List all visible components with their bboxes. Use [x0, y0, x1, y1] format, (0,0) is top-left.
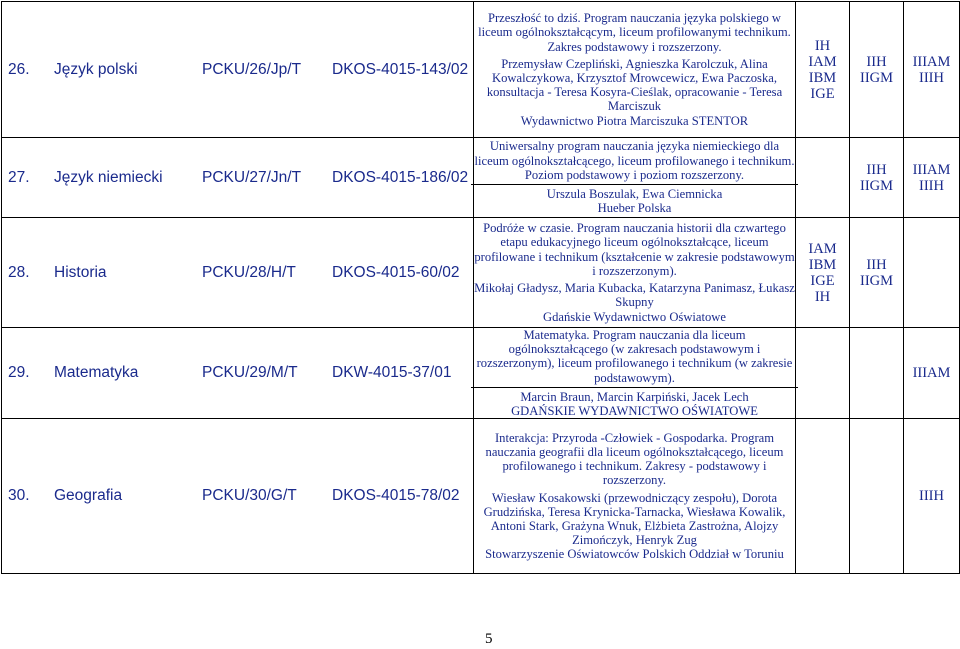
row-number: 30. [8, 487, 30, 505]
program-code: PCKU/27/Jn/T [202, 168, 302, 186]
row-number: 27. [8, 168, 30, 186]
program-publisher: Hueber Polska [597, 201, 672, 216]
description-cell [474, 138, 796, 218]
class-code: IIH [866, 53, 887, 70]
class-code: IIH [866, 256, 887, 273]
class-list-cell-3 [904, 218, 960, 328]
class-code: IIIAM [912, 161, 951, 178]
class-code: IIIAM [912, 53, 951, 70]
row-number: 26. [8, 60, 30, 78]
class-list-cell-3 [904, 328, 960, 419]
subject-name: Geografia [54, 487, 123, 505]
approval-number: DKOS-4015-60/02 [332, 263, 460, 281]
program-publisher: Stowarzyszenie Oświatowców Polskich Oddział w Toruniu [485, 547, 784, 562]
program-title: Interakcja: Przyroda -Człowiek - Gospodarka. Program nauczania geografii dla liceum ogólnokształcącego, liceum profilowanego i technikum. Zakresy - podstawowy i rozszerzony. [485, 430, 784, 488]
class-list-cell-1 [796, 138, 850, 218]
description-cell [474, 419, 796, 574]
page-number: 5 [485, 631, 493, 647]
class-list-cell-3 [904, 2, 960, 138]
program-title: Uniwersalny program nauczania języka niemieckiego dla liceum ogólnokształcącego, liceum profilowanego i technikum. Poziom podstawowy i poziom rozszerzony. [474, 139, 795, 182]
class-list-cell-1 [796, 218, 850, 328]
program-code: PCKU/26/Jp/T [202, 60, 302, 78]
program-authors: Mikołaj Gładysz, Maria Kubacka, Katarzyna Panimasz, Łukasz Skupny [474, 281, 795, 310]
program-publisher: Wydawnictwo Piotra Marciszuka STENTOR [520, 113, 749, 128]
class-code: IIIH [919, 177, 944, 194]
approval-number: DKOS-4015-186/02 [332, 168, 469, 186]
class-code: IIH [866, 161, 887, 178]
approval-number: DKOS-4015-143/02 [332, 60, 469, 78]
class-list-cell-2 [850, 419, 904, 574]
class-code: IBM [808, 69, 837, 86]
program-authors: Wiesław Kosakowski (przewodniczący zespołu), Dorota Grudzińska, Teresa Krynicka-Tarnacka, Wiesława Kowalik, Antoni Stark, Grażyna Wnuk, Elżbieta Zastrożna, Alojzy Zimończyk, Henryk Zug [483, 490, 786, 548]
class-list-cell-2 [850, 218, 904, 328]
curriculum-table [1, 1, 960, 574]
program-authors: Marcin Braun, Marcin Karpiński, Jacek Lech [471, 387, 798, 404]
class-list-cell-1 [796, 2, 850, 138]
program-title: Przeszłość to dziś. Program nauczania języka polskiego w liceum ogólnokształcącym, liceum profilowanymi technikum. Zakres podstawowy i rozszerzony. [478, 11, 791, 54]
approval-number: DKW-4015-37/01 [332, 364, 452, 382]
class-list-cell-1 [796, 328, 850, 419]
class-code: IIGM [859, 69, 894, 86]
subject-name: Historia [54, 263, 107, 281]
program-cell [2, 2, 474, 138]
program-title: Podróże w czasie. Program nauczania historii dla czwartego etapu edukacyjnego liceum ogólnokształcące, liceum profilowane i technikum (kształcenie w zakresie podstawowym i rozszerzonym). [474, 221, 795, 278]
program-title: Matematyka. Program nauczania dla liceum ogólnokształcącego (w zakresach podstawowym i rozszerzonym), liceum profilowanego i technikum (w zakresie podstawowym). [476, 328, 793, 385]
approval-number: DKOS-4015-78/02 [332, 487, 460, 505]
subject-name: Język polski [54, 60, 138, 78]
program-cell [2, 218, 474, 328]
program-cell [2, 419, 474, 574]
program-authors: Przemysław Czepliński, Agnieszka Karolczuk, Alina Kowalczykowa, Krzysztof Mrowcewicz, Ewa Paczoska, konsultacja - Teresa Kosyra-Cieślak, opracowanie - Teresa Marciszuk [486, 56, 783, 114]
class-code: IIGM [859, 177, 894, 194]
program-cell [2, 328, 474, 419]
description-cell [474, 218, 796, 328]
class-list-cell-3 [904, 138, 960, 218]
class-list-cell-1 [796, 419, 850, 574]
program-cell [2, 138, 474, 218]
class-code: IIGM [859, 272, 894, 289]
description-cell [474, 2, 796, 138]
table-row [2, 419, 960, 574]
class-code: IIIH [919, 488, 944, 505]
program-code: PCKU/29/M/T [202, 364, 298, 382]
class-list-cell-2 [850, 138, 904, 218]
class-list-cell-2 [850, 2, 904, 138]
class-code: IGE [810, 272, 835, 289]
table-row [2, 2, 960, 138]
row-number: 29. [8, 364, 30, 382]
table-row [2, 218, 960, 328]
table-row [2, 328, 960, 419]
class-list-cell-3 [904, 419, 960, 574]
class-code: IIIAM [912, 365, 951, 382]
class-code: IAM [808, 53, 837, 70]
program-publisher: GDAŃSKIE WYDAWNICTWO OŚWIATOWE [511, 404, 758, 419]
row-number: 28. [8, 263, 30, 281]
description-cell [474, 328, 796, 419]
program-code: PCKU/30/G/T [202, 487, 297, 505]
class-code: IGE [810, 85, 835, 102]
class-list-cell-2 [850, 328, 904, 419]
class-code: IH [814, 288, 831, 305]
subject-name: Język niemiecki [54, 168, 163, 186]
program-publisher: Gdańskie Wydawnictwo Oświatowe [543, 309, 726, 324]
class-code: IBM [808, 256, 837, 273]
subject-name: Matematyka [54, 364, 139, 382]
program-authors: Urszula Boszulak, Ewa Ciemnicka [471, 184, 798, 201]
class-code: IIIH [919, 69, 944, 86]
table-body [2, 2, 960, 574]
program-code: PCKU/28/H/T [202, 263, 296, 281]
class-code: IH [814, 37, 831, 54]
class-code: IAM [808, 240, 837, 257]
table-row [2, 138, 960, 218]
